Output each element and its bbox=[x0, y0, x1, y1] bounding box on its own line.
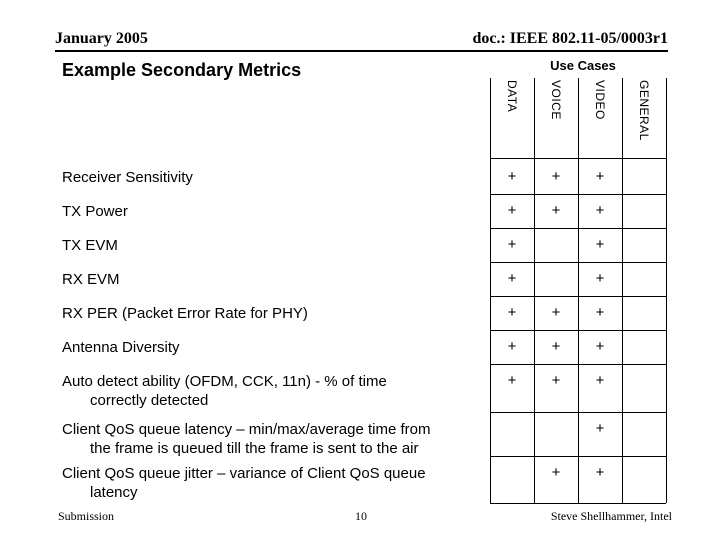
footer-author: Steve Shellhammer, Intel bbox=[550, 509, 672, 523]
table-row bbox=[62, 420, 492, 458]
table-horizontal-rule bbox=[490, 296, 666, 297]
header-date: January 2005 bbox=[55, 30, 148, 47]
metric-label: Antenna Diversity bbox=[62, 339, 180, 356]
mark-video: + bbox=[595, 464, 605, 481]
table-row bbox=[62, 372, 492, 410]
mark-data: + bbox=[507, 202, 517, 219]
table-horizontal-rule bbox=[490, 262, 666, 263]
column-header-data bbox=[490, 78, 534, 158]
column-label: VIDEO bbox=[593, 80, 607, 120]
mark-voice: + bbox=[551, 304, 561, 321]
mark-video: + bbox=[595, 372, 605, 389]
metric-label: RX EVM bbox=[62, 271, 120, 288]
table-row bbox=[62, 202, 492, 221]
table-row bbox=[62, 236, 492, 255]
table-horizontal-rule bbox=[490, 456, 666, 457]
table-horizontal-rule bbox=[490, 412, 666, 413]
mark-video: + bbox=[595, 202, 605, 219]
table-vertical-rule bbox=[578, 78, 579, 503]
table-vertical-rule bbox=[666, 78, 667, 503]
metric-label: Auto detect ability (OFDM, CCK, 11n) - % of time bbox=[62, 373, 387, 390]
mark-video: + bbox=[595, 338, 605, 355]
table-horizontal-rule bbox=[490, 158, 666, 159]
column-label: GENERAL bbox=[637, 80, 651, 141]
mark-voice: + bbox=[551, 168, 561, 185]
mark-video: + bbox=[595, 304, 605, 321]
metric-label-continuation: the frame is queued till the frame is sent to the air bbox=[90, 440, 419, 457]
mark-voice: + bbox=[551, 464, 561, 481]
column-header-general bbox=[622, 78, 666, 158]
metric-label: Client QoS queue latency – min/max/average time from bbox=[62, 421, 431, 438]
table-horizontal-rule bbox=[490, 330, 666, 331]
column-label: DATA bbox=[505, 80, 519, 113]
table-horizontal-rule bbox=[490, 503, 666, 504]
mark-data: + bbox=[507, 338, 517, 355]
column-header-voice bbox=[534, 78, 578, 158]
mark-video: + bbox=[595, 168, 605, 185]
mark-voice: + bbox=[551, 338, 561, 355]
column-header-video bbox=[578, 78, 622, 158]
use-cases-label: Use Cases bbox=[550, 58, 616, 73]
table-row bbox=[62, 464, 492, 502]
footer-submission: Submission bbox=[58, 509, 115, 523]
column-label: VOICE bbox=[549, 80, 563, 120]
metric-label: TX EVM bbox=[62, 237, 118, 254]
table-vertical-rule bbox=[622, 78, 623, 503]
metric-label: RX PER (Packet Error Rate for PHY) bbox=[62, 305, 308, 322]
table-row bbox=[62, 270, 492, 289]
table-horizontal-rule bbox=[490, 228, 666, 229]
table-row bbox=[62, 168, 492, 187]
metric-label: Client QoS queue jitter – variance of Client QoS queue bbox=[62, 465, 426, 482]
slide-title: Example Secondary Metrics bbox=[62, 60, 302, 80]
header-rule bbox=[55, 50, 668, 52]
mark-voice: + bbox=[551, 372, 561, 389]
mark-data: + bbox=[507, 168, 517, 185]
table-horizontal-rule bbox=[490, 194, 666, 195]
mark-data: + bbox=[507, 372, 517, 389]
mark-data: + bbox=[507, 236, 517, 253]
table-row bbox=[62, 304, 492, 323]
table-vertical-rule bbox=[534, 78, 535, 503]
mark-voice: + bbox=[551, 202, 561, 219]
table-horizontal-rule bbox=[490, 364, 666, 365]
mark-data: + bbox=[507, 304, 517, 321]
mark-video: + bbox=[595, 270, 605, 287]
mark-video: + bbox=[595, 420, 605, 437]
mark-data: + bbox=[507, 270, 517, 287]
mark-video: + bbox=[595, 236, 605, 253]
metric-label-continuation: latency bbox=[90, 484, 138, 501]
metric-label: TX Power bbox=[62, 203, 128, 220]
header-doc-id: doc.: IEEE 802.11-05/0003r1 bbox=[472, 30, 668, 47]
footer-page-number: 10 bbox=[355, 509, 367, 523]
table-row bbox=[62, 338, 492, 357]
metric-label-continuation: correctly detected bbox=[90, 392, 209, 409]
metric-label: Receiver Sensitivity bbox=[62, 169, 193, 186]
